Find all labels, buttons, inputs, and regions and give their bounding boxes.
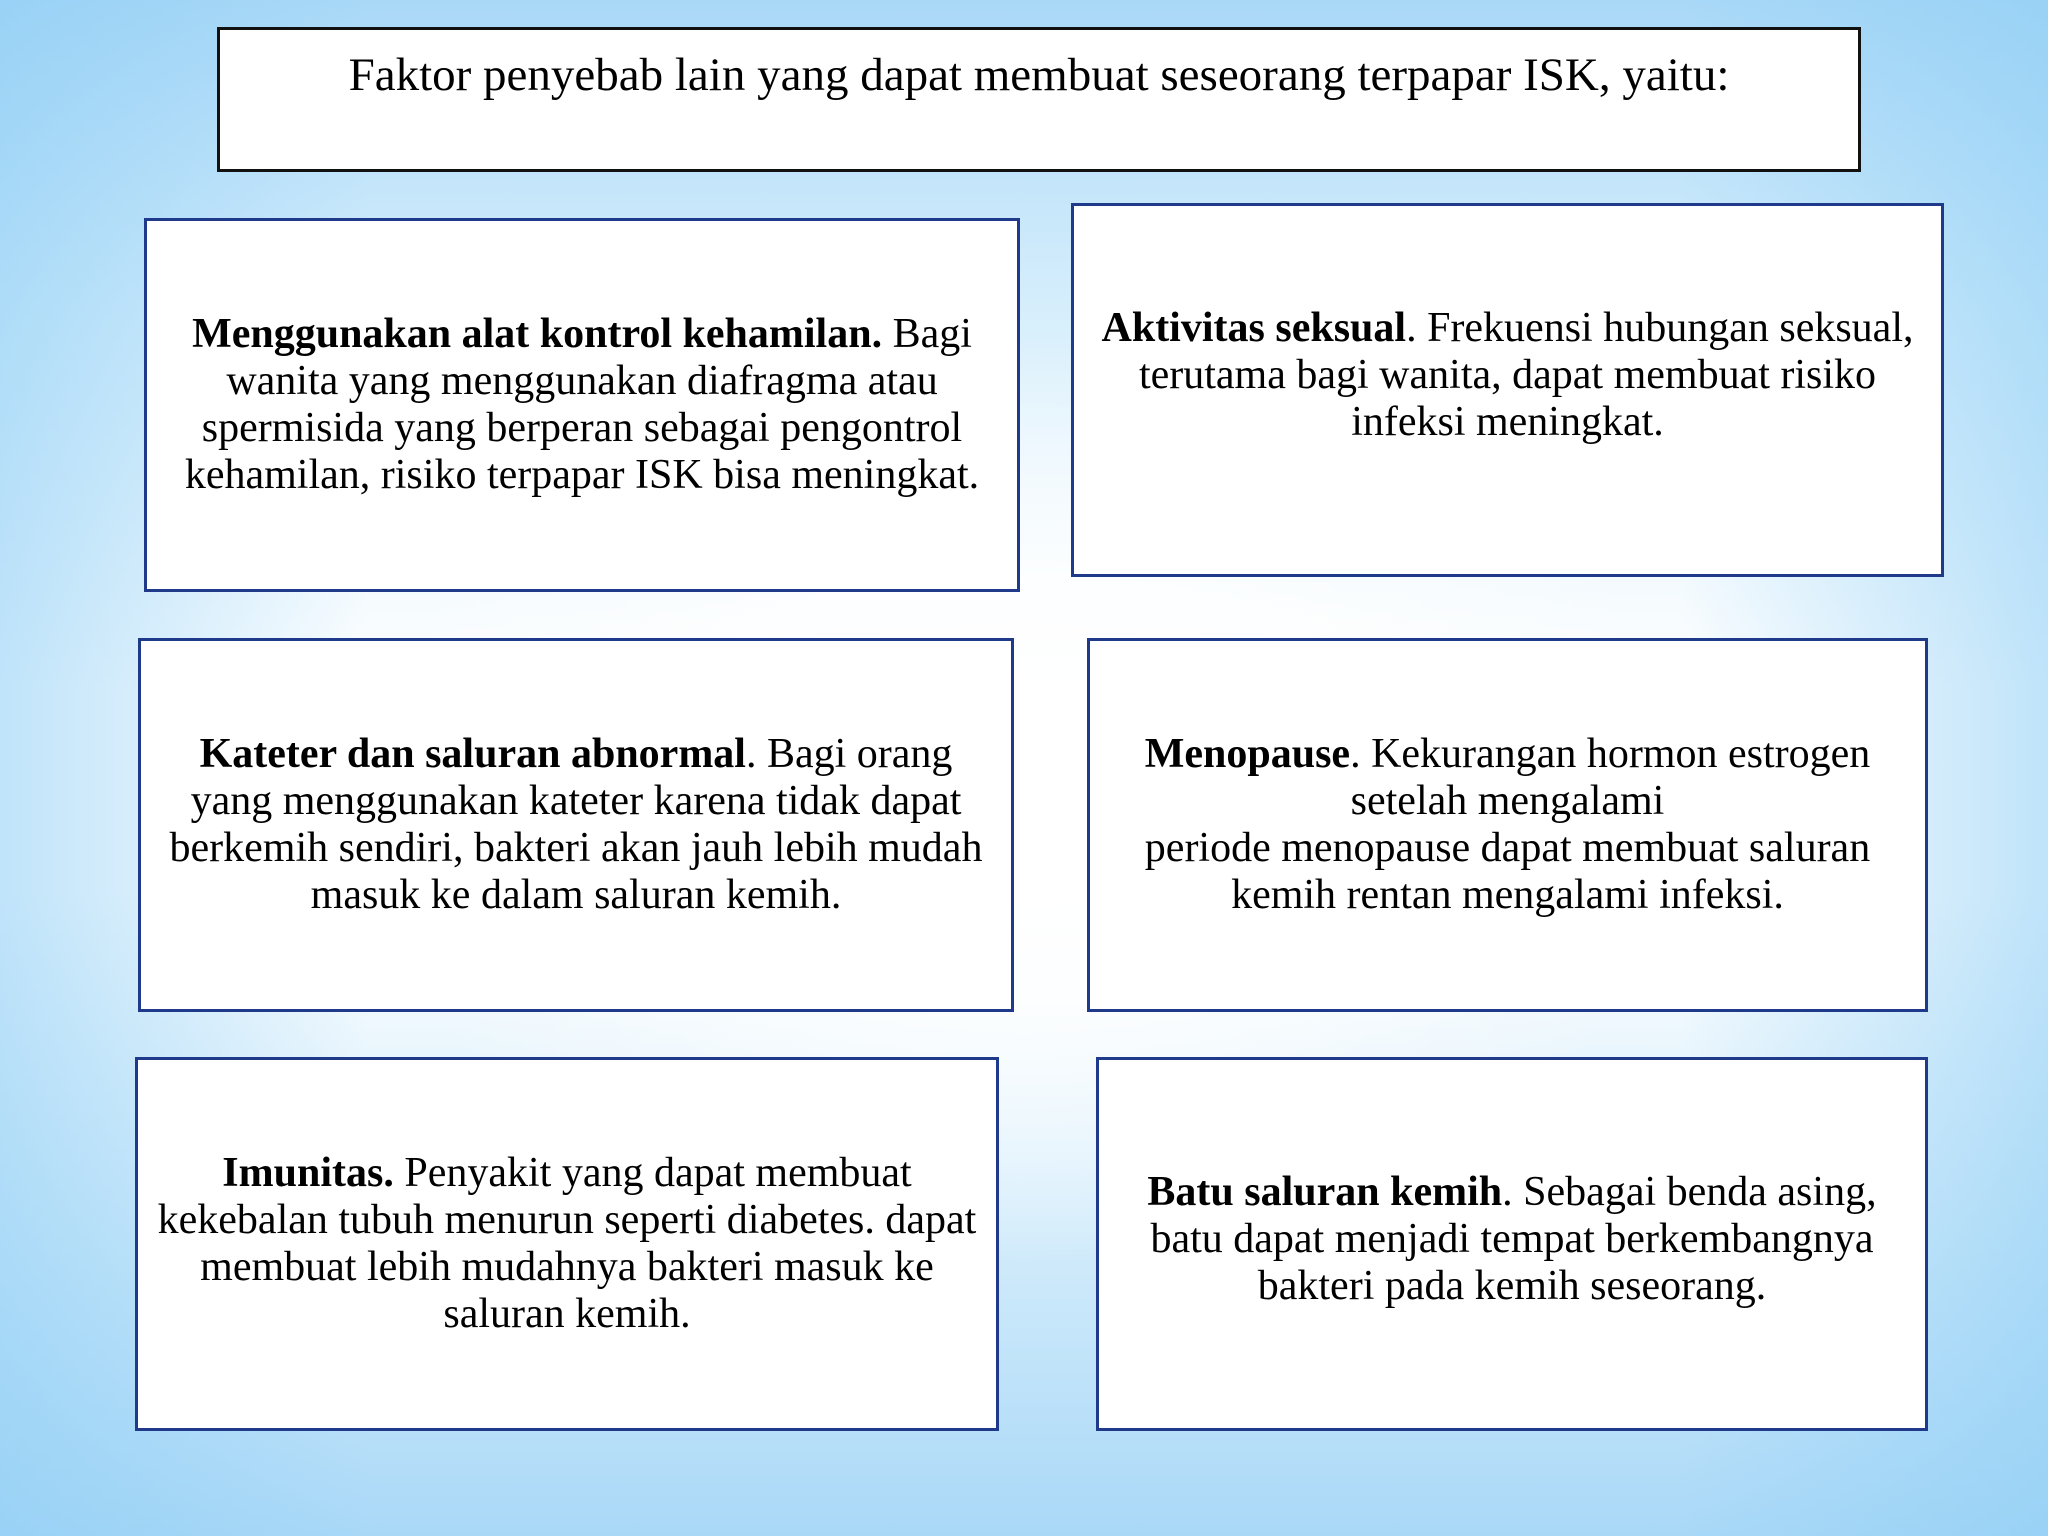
factor-heading: Menopause — [1144, 731, 1351, 777]
factor-text — [1088, 305, 1927, 446]
factor-heading: Batu saluran kemih — [1147, 1168, 1503, 1215]
factor-first-line — [1104, 731, 1911, 825]
factor-heading: Aktivitas seksual — [1101, 304, 1407, 351]
factor-description: . Sebagai benda asing, batu dapat menjadi tempat berkembangnya bakteri pada kemih seseorang. — [1150, 1168, 1877, 1309]
factor-card-sexual-activity — [1071, 203, 1944, 577]
factor-description: Bagi wanita yang menggunakan diafragma atau spermisida yang berperan sebagai pengontrol kehamilan, risiko terpapar ISK bisa meningkat. — [184, 311, 980, 498]
factor-description: . Kekurangan hormon estrogen setelah mengalami — [1350, 731, 1871, 824]
factor-heading: Imunitas. — [222, 1150, 394, 1196]
factor-card-immunity — [135, 1057, 999, 1431]
factor-text — [155, 731, 997, 919]
factor-text — [161, 311, 1003, 499]
factor-description: Penyakit yang dapat membuat kekebalan tubuh menurun seperti diabetes. dapat membuat lebih mudahnya bakteri masuk ke saluran kemih. — [157, 1150, 977, 1337]
title-box — [217, 27, 1861, 172]
slide-title: Faktor penyebab lain yang dapat membuat seseorang terpapar ISK, yaitu: — [348, 49, 1730, 101]
factor-card-urinary-stones — [1096, 1057, 1928, 1431]
factor-description: . Frekuensi hubungan seksual, terutama bagi wanita, dapat membuat risiko infeksi meningkat. — [1138, 304, 1914, 445]
factor-card-contraception — [144, 218, 1020, 592]
factor-text — [152, 1150, 982, 1338]
factor-card-catheter — [138, 638, 1014, 1012]
factor-text — [1113, 1169, 1911, 1310]
factor-text — [1104, 731, 1911, 919]
factor-card-menopause — [1087, 638, 1928, 1012]
factor-heading: Menggunakan alat kontrol kehamilan. — [192, 311, 883, 357]
factor-description-continued: periode menopause dapat membuat saluran kemih rentan mengalami infeksi. — [1144, 825, 1871, 918]
factor-description: . Bagi orang yang menggunakan kateter karena tidak dapat berkemih sendiri, bakteri akan jauh lebih mudah masuk ke dalam saluran kemih. — [169, 731, 983, 918]
factor-heading: Kateter dan saluran abnormal — [199, 731, 746, 777]
